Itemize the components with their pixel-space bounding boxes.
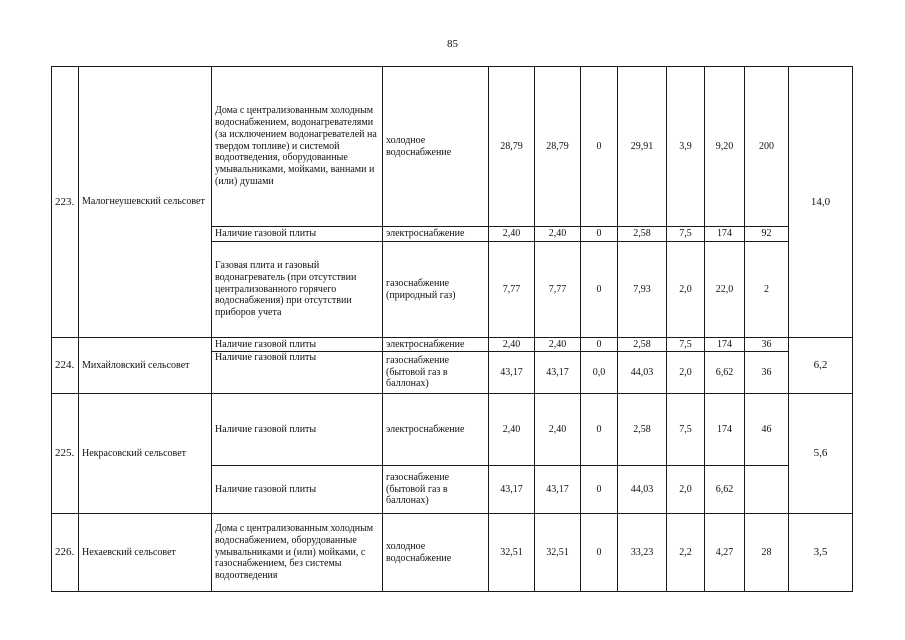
housing-description: Наличие газовой плиты: [212, 466, 383, 514]
value-cell: 28,79: [489, 67, 535, 227]
value-cell: 36: [745, 338, 789, 352]
value-cell: 7,77: [535, 242, 581, 338]
value-cell: 43,17: [489, 352, 535, 394]
value-cell: 43,17: [535, 352, 581, 394]
tariff-table: [51, 66, 853, 592]
value-cell: 33,23: [618, 514, 667, 592]
service-type: электроснабжение: [383, 394, 489, 466]
row-number: 226.: [52, 514, 79, 592]
housing-description: Наличие газовой плиты: [212, 352, 383, 394]
value-cell: 0: [581, 466, 618, 514]
value-cell: 0: [581, 67, 618, 227]
value-cell: 7,77: [489, 242, 535, 338]
value-cell: 44,03: [618, 352, 667, 394]
table-row: [52, 394, 853, 466]
value-cell: 6,62: [705, 352, 745, 394]
service-type: холодное водоснабжение: [383, 514, 489, 592]
table-row: [52, 514, 853, 592]
value-cell: 3,9: [667, 67, 705, 227]
value-cell: 2,0: [667, 352, 705, 394]
value-cell: 2,40: [535, 227, 581, 242]
total-value: 6,2: [789, 338, 853, 394]
value-cell: 174: [705, 394, 745, 466]
value-cell: 43,17: [535, 466, 581, 514]
value-cell: 0: [581, 514, 618, 592]
total-value: 5,6: [789, 394, 853, 514]
housing-description: Дома с централизованным холодным водоснабжением, водонагревателями (за исключением водонагревателей на твердом топливе) и системой водоотведения, оборудованные умывальниками, мойками, ваннами и (или) душами: [212, 67, 383, 227]
value-cell: 2,40: [489, 394, 535, 466]
value-cell: 46: [745, 394, 789, 466]
settlement-name: Некрасовский сельсовет: [79, 394, 212, 514]
service-type: холодное водоснабжение: [383, 67, 489, 227]
value-cell: 7,5: [667, 227, 705, 242]
value-cell: [745, 466, 789, 514]
service-type: газоснабжение (бытовой газ в баллонах): [383, 466, 489, 514]
value-cell: 4,27: [705, 514, 745, 592]
value-cell: 43,17: [489, 466, 535, 514]
service-type: электроснабжение: [383, 338, 489, 352]
value-cell: 36: [745, 352, 789, 394]
table-row: [52, 67, 853, 227]
total-value: 14,0: [789, 67, 853, 338]
value-cell: 0: [581, 338, 618, 352]
settlement-name: Михайловский сельсовет: [79, 338, 212, 394]
row-number: 225.: [52, 394, 79, 514]
value-cell: 174: [705, 338, 745, 352]
service-type: газоснабжение (бытовой газ в баллонах): [383, 352, 489, 394]
row-number: 223.: [52, 67, 79, 338]
value-cell: 32,51: [489, 514, 535, 592]
value-cell: 28: [745, 514, 789, 592]
housing-description: Наличие газовой плиты: [212, 394, 383, 466]
value-cell: 2,40: [489, 338, 535, 352]
value-cell: 0: [581, 227, 618, 242]
value-cell: 0: [581, 394, 618, 466]
row-number: 224.: [52, 338, 79, 394]
service-type: газоснабжение (природный газ): [383, 242, 489, 338]
housing-description: Дома с централизованным холодным водоснабжением, оборудованные умывальниками и (или) мойками, с газоснабжением, без системы водоотведения: [212, 514, 383, 592]
value-cell: 92: [745, 227, 789, 242]
value-cell: 7,5: [667, 394, 705, 466]
value-cell: 2,58: [618, 227, 667, 242]
value-cell: 2,0: [667, 466, 705, 514]
value-cell: 2,58: [618, 394, 667, 466]
value-cell: 2: [745, 242, 789, 338]
value-cell: 6,62: [705, 466, 745, 514]
value-cell: 0,0: [581, 352, 618, 394]
value-cell: 44,03: [618, 466, 667, 514]
housing-description: Наличие газовой плиты: [212, 227, 383, 242]
service-type: электроснабжение: [383, 227, 489, 242]
table-row: [52, 338, 853, 352]
value-cell: 2,58: [618, 338, 667, 352]
value-cell: 7,93: [618, 242, 667, 338]
value-cell: 174: [705, 227, 745, 242]
settlement-name: Малогнеушевский сельсовет: [79, 67, 212, 338]
value-cell: 7,5: [667, 338, 705, 352]
housing-description: Газовая плита и газовый водонагреватель (при отсутствии централизованного горячего водоснабжения) при отсутствии приборов учета: [212, 242, 383, 338]
housing-description: Наличие газовой плиты: [212, 338, 383, 352]
value-cell: 32,51: [535, 514, 581, 592]
value-cell: 200: [745, 67, 789, 227]
value-cell: 9,20: [705, 67, 745, 227]
value-cell: 2,40: [535, 394, 581, 466]
value-cell: 0: [581, 242, 618, 338]
value-cell: 2,0: [667, 242, 705, 338]
value-cell: 2,40: [535, 338, 581, 352]
value-cell: 28,79: [535, 67, 581, 227]
settlement-name: Нехаевский сельсовет: [79, 514, 212, 592]
value-cell: 2,40: [489, 227, 535, 242]
value-cell: 2,2: [667, 514, 705, 592]
value-cell: 22,0: [705, 242, 745, 338]
page-number: 85: [447, 38, 458, 50]
value-cell: 29,91: [618, 67, 667, 227]
total-value: 3,5: [789, 514, 853, 592]
